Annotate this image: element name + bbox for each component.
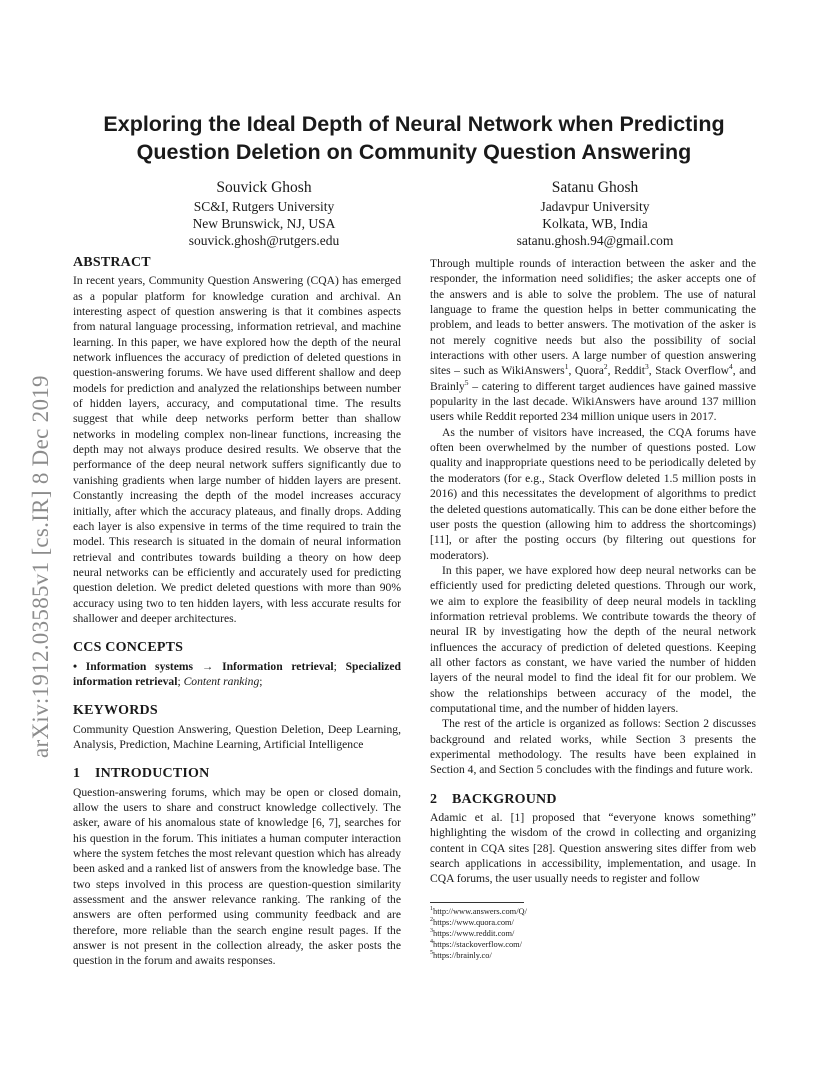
footnote-mark: 4 — [430, 939, 433, 946]
footnotes — [430, 902, 756, 961]
intro-heading — [73, 766, 401, 781]
author-affiliation: Jadavpur University — [540, 199, 650, 214]
ccs-concept-2: Specialized information retrieval — [73, 659, 401, 688]
footnote-ref: 3 — [645, 362, 649, 372]
footnote-mark: 5 — [430, 950, 433, 957]
author-email: satanu.ghosh.94@gmail.com — [516, 233, 674, 248]
footnote-url[interactable]: https://brainly.co/ — [433, 951, 492, 960]
title-line-2: Question Deletion on Community Question Answering — [136, 140, 692, 164]
footnote-ref: 5 — [464, 377, 469, 387]
section-number: 1 — [73, 766, 81, 782]
author-block-2 — [445, 178, 745, 249]
footnote-url[interactable]: https://stackoverflow.com/ — [433, 940, 523, 949]
footnote-mark: 1 — [430, 906, 433, 913]
intro-paragraph-5: The rest of the article is organized as follows: Section 2 discusses background and related works, while Section 3 presents the experimental methodology. The results have been explained in Section 4, and Section 5 concludes with the findings and future work. — [430, 717, 756, 777]
author-location: Kolkata, WB, India — [542, 216, 648, 231]
author-name: Satanu Ghosh — [551, 179, 639, 196]
text-span: Through multiple rounds of interaction between the asker and the responder, the information need solidifies; the asker accepts one of the answers and is able to solve the problem. The use of natural language to frame the question helps in better communicating the problem, and leads to better answers. The motivation of the asker is not merely cognitive needs but also the possibility of social interactions with other users. A large number of question answering sites – such as WikiAnswers — [430, 257, 756, 378]
keywords-heading: KEYWORDS — [73, 703, 158, 719]
abstract-text: In recent years, Community Question Answering (CQA) has emerged as a popular platform for knowledge curation and archival. An interesting aspect of question answering is that it combines aspects from natural language processing, information retrieval, and machine learning. In this paper, we have explored how the depth of the neural network influences the accuracy of prediction of deleted questions in question-answering forums. We have used different shallow and deep models for prediction and analyzed the relationships between number of hidden layers, accuracy, and computational time. The results suggest that while deep networks perform better than shallow networks in modeling complex non-linear functions, increasing the depth may not always produce desired results. We observe that the performance of the deep neural network suffers significantly due to vanishing gradients when large number of hidden layers are present. Constantly increasing the depth of the model increases accuracy initially, after which the accuracy plateaus, and finally drops. Adding each layer is also expensive in terms of the time required to train the model. This research is situated in the domain of neural information retrieval and contributes towards building a theory on how deep neural networks can be efficiently and accurately used for predicting question deletion. We predict deleted questions with more than 90% accuracy using two to ten hidden layers, with less accurate results for shallower and deeper architectures. — [73, 274, 401, 625]
ccs-concepts — [73, 659, 401, 690]
arxiv-side-stamp — [14, 298, 60, 760]
right-column — [430, 256, 756, 887]
author-email: souvick.ghosh@rutgers.edu — [188, 233, 340, 248]
ccs-separator: ; — [177, 674, 184, 688]
background-heading — [430, 792, 756, 807]
background-paragraph-1: Adamic et al. [1] proposed that “everyone knows something” highlighting the wisdom of the crowd in collecting and organizing content in CQA sites [28]. Question answering sites differ from web search applications in accessibility, implementation, and usage. In CQA forums, the user usually needs to register and follow — [430, 811, 756, 886]
author-location: New Brunswick, NJ, USA — [192, 216, 336, 231]
footnote-item — [430, 950, 756, 961]
author-name: Souvick Ghosh — [216, 179, 312, 196]
footnote-mark: 2 — [430, 917, 433, 924]
footnote-rule — [430, 902, 524, 903]
ccs-separator: ; — [333, 659, 346, 673]
author-affiliation: SC&I, Rutgers University — [193, 199, 335, 214]
text-span: , Reddit — [607, 364, 646, 378]
section-title: INTRODUCTION — [95, 766, 210, 782]
abstract-heading: ABSTRACT — [73, 255, 151, 270]
footnote-item — [430, 928, 756, 939]
footnote-url[interactable]: http://www.answers.com/Q/ — [433, 907, 527, 916]
footnote-item — [430, 939, 756, 950]
arxiv-stamp-text: arXiv:1912.03585v1 [cs.IR] 8 Dec 2019 — [28, 375, 53, 758]
intro-paragraph-3: As the number of visitors have increased, the CQA forums have often been overwhelmed by the number of questions posted. Low quality and inappropriate questions need to be periodically deleted by the moderators (for e.g., Stack Overflow deleted 1.5 million posts in 2016) and this necessitates the development of algorithms to predict the deleted questions automatically. This can be done either before the user posts the question (allowing him to address the shortcomings) [11], or after the posting occurs (by filtering out questions for moderators). — [430, 425, 756, 562]
ccs-heading: CCS CONCEPTS — [73, 640, 184, 656]
section-number: 2 — [430, 791, 438, 807]
ccs-separator: ; — [259, 674, 263, 688]
footnote-ref: 4 — [729, 362, 733, 372]
paper-title — [60, 110, 768, 166]
footnote-item — [430, 906, 756, 917]
text-span: – catering to different target audiences have gained massive popularity in the last decade. WikiAnswers have around 137 million users while Reddit reported 234 million unique users in 2017. — [430, 379, 756, 424]
footnote-ref: 2 — [603, 362, 608, 372]
keywords-text: Community Question Answering, Question Deletion, Deep Learning, Analysis, Prediction, Machine Learning, Artificial Intelligence — [73, 722, 401, 751]
intro-paragraph-1: Question-answering forums, which may be open or closed domain, allow the users to share and construct knowledge collectively. The asker, aware of his anomalous state of knowledge [6, 7], searches for his question in the forum. This initiates a human computer interaction where the system fetches the most relevant question which has already been asked and a ranked list of answers from the knowledge base. The two steps involved in this process are question-question similarity assessment and the answer relevance ranking. The ranking of the answers are often performed using community feedback and are therefore, more reliable than the search engine result pages. If the answer is not present in the collection already, the asker posts the question in the forum and awaits responses. — [73, 785, 401, 968]
footnote-url[interactable]: https://www.reddit.com/ — [433, 929, 515, 938]
author-block-1 — [114, 178, 414, 249]
footnote-mark: 3 — [430, 928, 433, 935]
intro-paragraph-4: In this paper, we have explored how deep neural networks can be efficiently used for predicting deleted questions. Through our work, we aim to explore the feasibility of deep neural models in tackling information retrieval problems. We contribute towards the theory of neural IR by investigating how the depth of the neural network influences the accuracy of prediction of deleted questions. Keeping all other factors as constant, we have varied the number of hidden layers of the neural model to find the ideal fit for our problem. We show the relationships between accuracy of the model, the computational time, and the number of hidden layers. — [430, 563, 756, 715]
title-line-1: Exploring the Ideal Depth of Neural Network when Predicting — [103, 112, 725, 136]
left-column — [73, 255, 401, 969]
section-title: BACKGROUND — [452, 791, 557, 807]
footnote-item — [430, 917, 756, 928]
footnote-ref: 1 — [564, 362, 569, 372]
text-span: , and Brainly — [430, 364, 756, 393]
text-span: , Stack Overflow — [648, 364, 730, 378]
ccs-concept-1: • Information systems → Information retrieval — [73, 659, 334, 673]
footnote-url[interactable]: https://www.quora.com/ — [433, 918, 514, 927]
ccs-concept-3: Content ranking — [183, 674, 260, 688]
intro-paragraph-2 — [430, 256, 756, 425]
text-span: , Quora — [568, 364, 604, 378]
